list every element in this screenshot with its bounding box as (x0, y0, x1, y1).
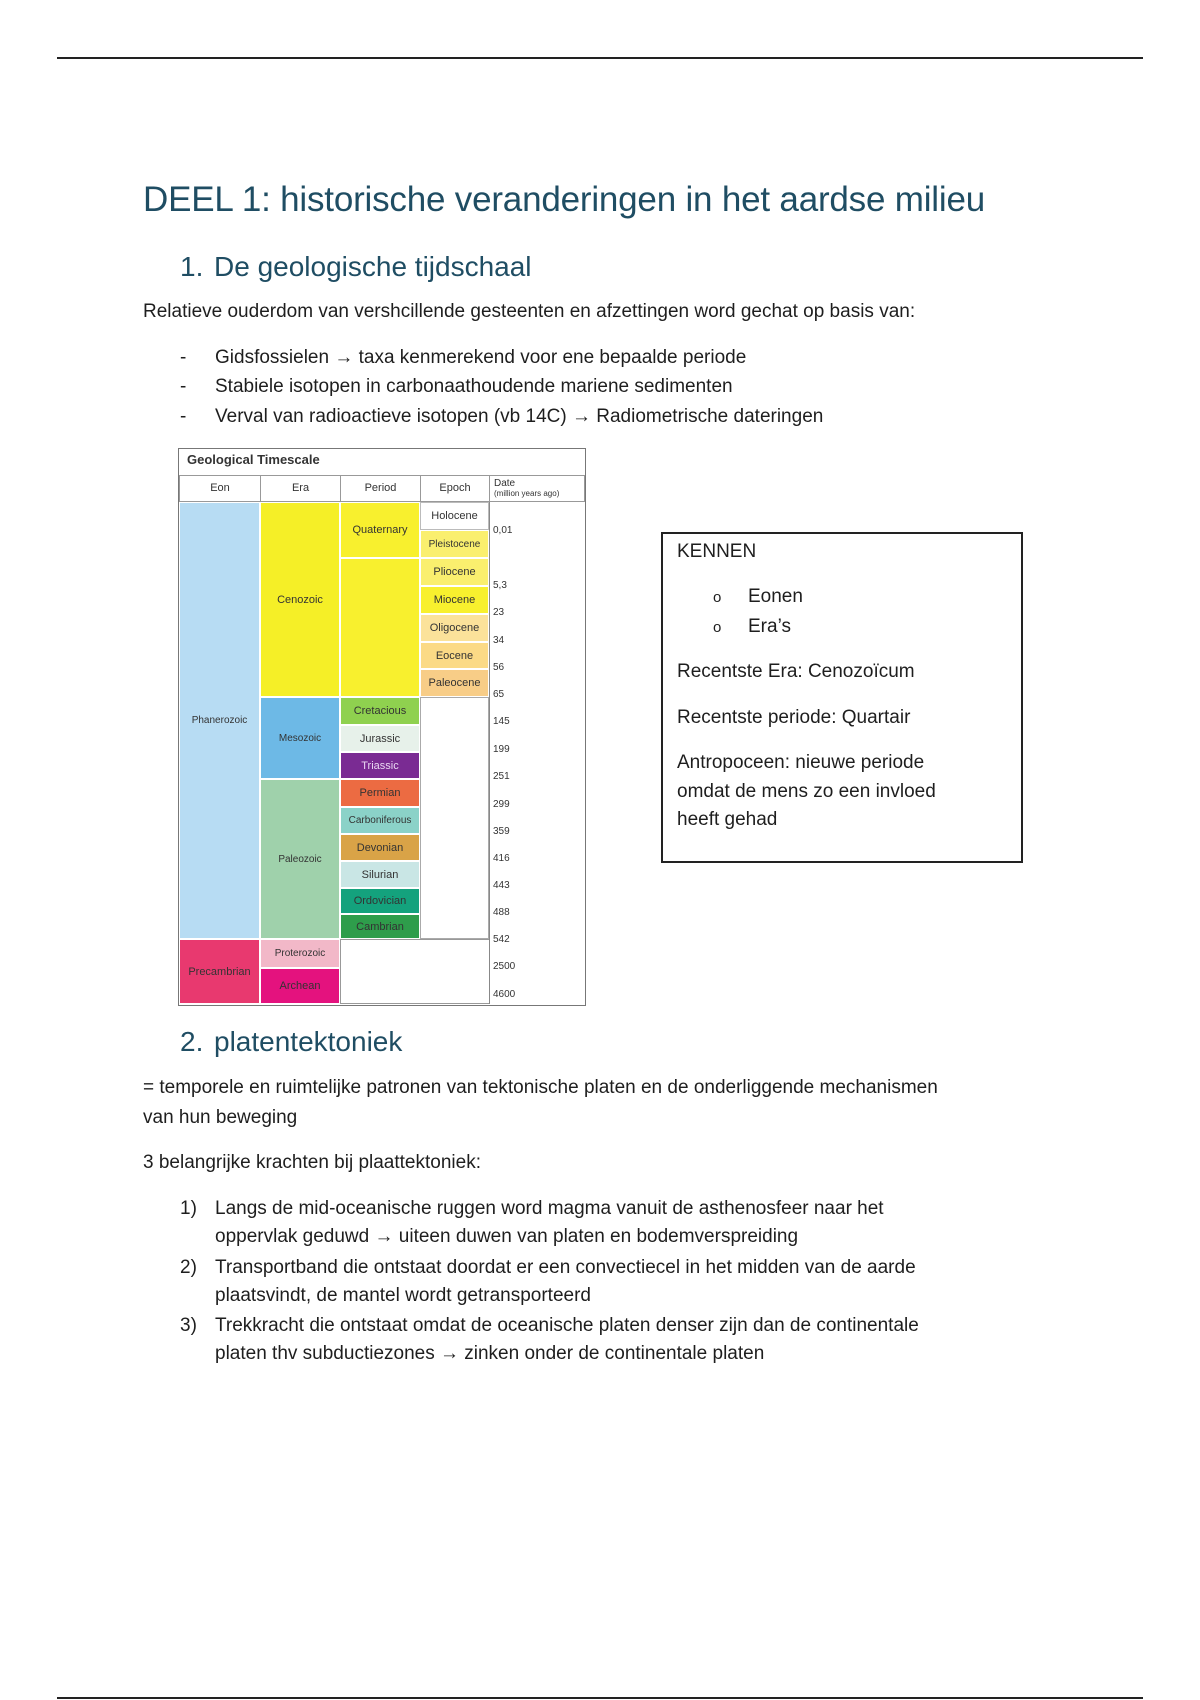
force-text-continued: oppervlak geduwd → uiteen duwen van platen en bodemverspreiding (215, 1226, 799, 1247)
epoch-paleocene: Paleocene (420, 669, 489, 697)
period-devonian: Devonian (340, 834, 420, 861)
kennen-note-line: omdat de mens zo een invloed (677, 781, 936, 802)
force-text: Transportband die ontstaat doordat er een convectiecel in het midden van de aarde (215, 1257, 916, 1278)
bullet-text: Stabiele isotopen in carbonaathoudende mariene sedimenten (215, 376, 733, 397)
period-cambrian: Cambrian (340, 914, 420, 939)
date-column-line (489, 502, 490, 1004)
epoch-miocene: Miocene (420, 586, 489, 614)
bullet-marker: - (180, 376, 187, 397)
eon-phanerozoic: Phanerozoic (179, 502, 260, 939)
section-1-intro: Relatieve ouderdom van vershcillende gesteenten en afzettingen word gechat op basis van: (143, 301, 916, 322)
period-quaternary: Quaternary (340, 502, 420, 558)
date-label: 0,01 (493, 525, 513, 536)
kennen-note-line: heeft gehad (677, 809, 778, 830)
force-number: 3) (180, 1315, 197, 1336)
date-label: 145 (493, 716, 510, 727)
kennen-title: KENNEN (677, 541, 757, 562)
date-label: 488 (493, 907, 510, 918)
period-jurassic: Jurassic (340, 725, 420, 752)
kennen-item-text: Era’s (748, 616, 791, 637)
bullet-text: Gidsfossielen → taxa kenmerekend voor ene bepaalde periode (215, 347, 747, 368)
kennen-item (713, 583, 803, 612)
forces-intro: 3 belangrijke krachten bij plaattektoniek: (143, 1152, 481, 1173)
eon-precambrian: Precambrian (179, 939, 260, 1004)
circle-bullet-marker: o (713, 619, 722, 636)
page-heading: DEEL 1: historische veranderingen in het aardse milieu (143, 180, 985, 219)
top-rule (57, 57, 1143, 59)
epoch-mesozoic-blank (420, 697, 489, 939)
period-precambrian-blank (340, 939, 490, 1004)
force-text: Trekkracht die ontstaat omdat de oceanische platen denser zijn dan de continentale (215, 1315, 919, 1336)
force-text: Langs de mid-oceanische ruggen word magma vanuit de asthenosfeer naar het (215, 1198, 884, 1219)
definition-line: van hun beweging (143, 1107, 298, 1128)
era-cenozoic: Cenozoic (260, 502, 340, 697)
bullet-marker: - (180, 406, 187, 427)
bullet-text: Verval van radioactieve isotopen (vb 14C) → Radiometrische dateringen (215, 406, 824, 427)
bullet-item (180, 373, 733, 401)
section-1-heading (180, 251, 532, 283)
date-header-sub: (million years ago) (494, 489, 560, 498)
col-header-epoch: Epoch (420, 475, 490, 502)
circle-bullet-marker: o (713, 589, 722, 606)
period-neogene-block (340, 558, 420, 697)
date-label: 359 (493, 826, 510, 837)
date-label: 5,3 (493, 580, 507, 591)
section-2-title: platentektoniek (214, 1026, 403, 1057)
era-mesozoic: Mesozoic (260, 697, 340, 779)
date-label: 416 (493, 853, 510, 864)
period-cretacious: Cretacious (340, 697, 420, 725)
era-proterozoic: Proterozoic (260, 939, 340, 968)
date-label: 56 (493, 662, 505, 673)
kennen-item-text: Eonen (748, 586, 803, 607)
epoch-eocene: Eocene (420, 642, 489, 669)
date-label: 443 (493, 880, 510, 891)
force-item (180, 1254, 916, 1306)
date-label: 23 (493, 607, 505, 618)
period-carboniferous: Carboniferous (340, 807, 420, 834)
bottom-rule (57, 1697, 1143, 1699)
kennen-recent-period: Recentste periode: Quartair (677, 707, 911, 728)
date-label: 542 (493, 934, 510, 945)
section-1-number: 1. (180, 251, 204, 282)
date-label: 299 (493, 799, 510, 810)
bullet-marker: - (180, 347, 187, 368)
kennen-note-line: Antropoceen: nieuwe periode (677, 752, 925, 773)
date-label: 65 (493, 689, 505, 700)
date-label: 2500 (493, 961, 516, 972)
bullet-item (180, 344, 746, 372)
geological-timescale-figure (178, 448, 586, 1006)
col-header-period: Period (340, 475, 421, 502)
period-triassic: Triassic (340, 752, 420, 779)
definition-line: = temporele en ruimtelijke patronen van tektonische platen en de onderliggende mechanismen (143, 1077, 938, 1098)
force-item (180, 1312, 919, 1364)
period-ordovician: Ordovician (340, 888, 420, 914)
section-1-title: De geologische tijdschaal (214, 251, 532, 282)
epoch-oligocene: Oligocene (420, 614, 489, 642)
bullet-item (180, 403, 823, 431)
date-label: 199 (493, 744, 510, 755)
force-number: 2) (180, 1257, 197, 1278)
col-header-eon: Eon (179, 475, 261, 502)
kennen-recent-era: Recentste Era: Cenozoïcum (677, 661, 915, 682)
force-text-continued: plaatsvindt, de mantel wordt getransporteerd (215, 1285, 591, 1306)
section-2-heading (180, 1026, 402, 1058)
kennen-box (661, 532, 1023, 863)
timescale-title: Geological Timescale (187, 452, 320, 467)
date-header-label: Date (494, 478, 516, 489)
period-silurian: Silurian (340, 861, 420, 888)
period-permian: Permian (340, 779, 420, 807)
date-label: 4600 (493, 989, 516, 1000)
force-text-continued: platen thv subductiezones → zinken onder de continentale platen (215, 1343, 765, 1364)
section-2-number: 2. (180, 1026, 204, 1057)
kennen-item (713, 613, 791, 642)
col-header-era: Era (260, 475, 341, 502)
era-paleozoic: Paleozoic (260, 779, 340, 939)
date-label: 34 (493, 635, 505, 646)
epoch-holocene: Holocene (420, 502, 489, 530)
col-header-date (489, 475, 585, 502)
epoch-pliocene: Pliocene (420, 558, 489, 586)
force-item (180, 1195, 884, 1247)
era-archean: Archean (260, 968, 340, 1004)
epoch-pleistocene: Pleistocene (420, 530, 489, 558)
date-label: 251 (493, 771, 510, 782)
force-number: 1) (180, 1198, 197, 1219)
